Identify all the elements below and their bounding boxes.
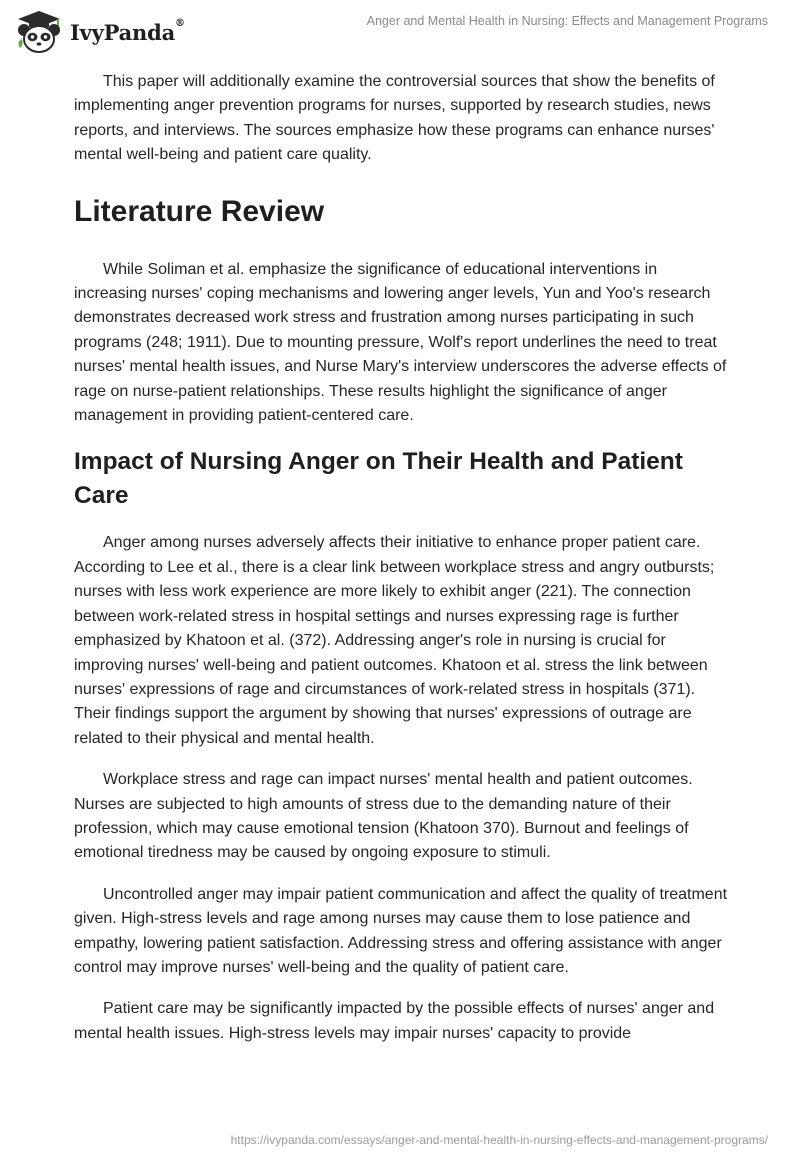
heading-impact: Impact of Nursing Anger on Their Health and Patient Care bbox=[74, 448, 683, 510]
heading-literature-review: Literature Review bbox=[74, 194, 325, 228]
document-title: Anger and Mental Health in Nursing: Effects and Management Programs bbox=[366, 14, 768, 28]
page-header bbox=[0, 0, 800, 64]
paragraph-literature-review: While Soliman et al. emphasize the significance of educational interventions in increasing nurses' coping mechanisms and lowering anger levels, Yun and Yoo's research demonstrates decreased work stress and frustration among nurses participating in such programs (248; 1911). Due to mounting pressure, Wolf's report underlines the need to treat nurses' mental health issues, and Nurse Mary's interview underscores the adverse effects of rage on nurse-patient relationships. These results highlight the significance of anger management in providing patient-centered care. bbox=[74, 260, 727, 425]
registered-mark: ® bbox=[175, 17, 185, 29]
brand-name bbox=[70, 17, 185, 45]
paragraph-impact-3: Uncontrolled anger may impair patient communication and affect the quality of treatment given. High-stress levels and rage among nurses may cause them to lose patience and empathy, lowering patient satisfaction. Addressing stress and offering assistance with anger control may improve nurses' well-being and the quality of patient care. bbox=[74, 885, 728, 976]
ivypanda-logo[interactable] bbox=[14, 8, 185, 56]
source-url[interactable]: https://ivypanda.com/essays/anger-and-mental-health-in-nursing-effects-and-management-programs/ bbox=[230, 1133, 768, 1147]
paragraph-intro: This paper will additionally examine the controversial sources that show the benefits of implementing anger prevention programs for nurses, supported by research studies, news reports, and interviews. The sources emphasize how these programs can enhance nurses' mental well-being and patient care quality. bbox=[74, 73, 715, 164]
essay-body bbox=[74, 70, 730, 1063]
paragraph-impact-4: Patient care may be significantly impacted by the possible effects of nurses' anger and mental health issues. High-stress levels may impair nurses' capacity to provide bbox=[74, 1000, 715, 1042]
paragraph-impact-2: Workplace stress and rage can impact nurses' mental health and patient outcomes. Nurses are subjected to high amounts of stress due to the demanding nature of their profession, which may cause emotional tension (Khatoon 370). Burnout and feelings of emotional tiredness may be caused by ongoing exposure to stimuli. bbox=[74, 771, 693, 862]
paragraph-impact-1: Anger among nurses adversely affects their initiative to enhance proper patient care. According to Lee et al., there is a clear link between workplace stress and angry outbursts; nurses with less work experience are more likely to exhibit anger (221). The connection between work-related stress in hospital settings and nurses expressing rage is further emphasized by Khatoon et al. (372). Addressing anger's role in nursing is crucial for improving nurses' well-being and patient outcomes. Khatoon et al. stress the link between nurses' expressions of rage and circumstances of work-related stress in hospitals (371). Their findings support the argument by showing that nurses' expressions of outrage are related to their physical and mental health. bbox=[74, 534, 715, 747]
brand-text: IvyPanda bbox=[70, 19, 176, 45]
panda-graduate-icon bbox=[14, 8, 64, 56]
